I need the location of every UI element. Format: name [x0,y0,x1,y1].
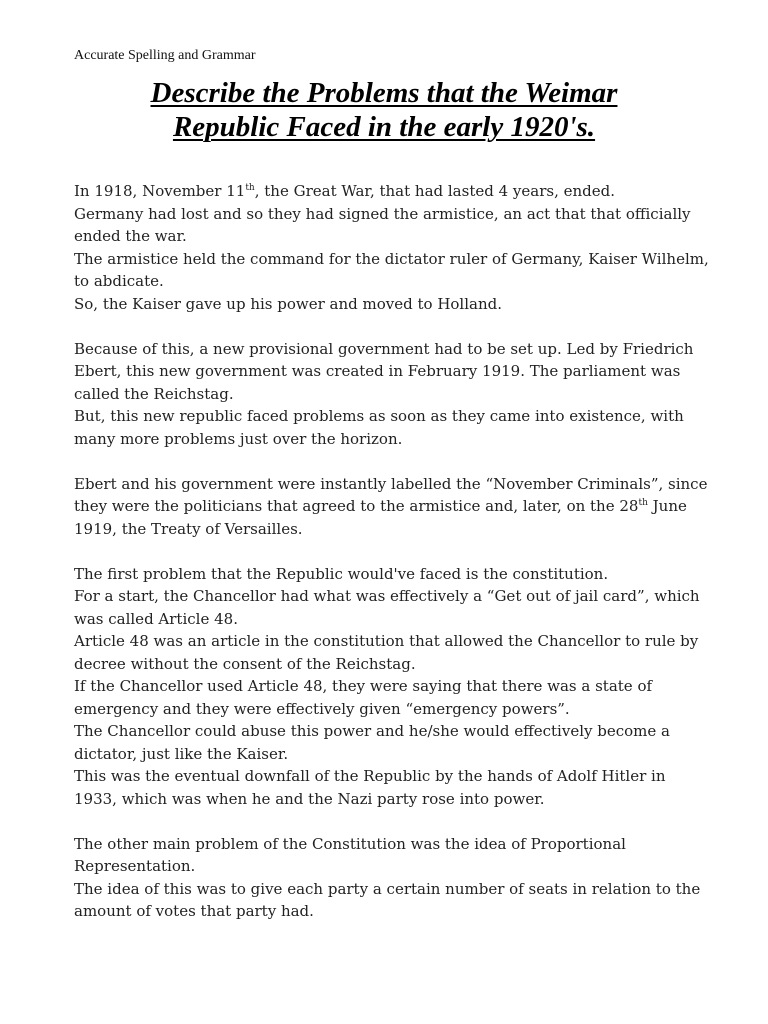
text-line: Representation. [74,857,196,875]
text-line: So, the Kaiser gave up his power and moved to Holland. [74,294,502,313]
text-line: amount of votes that party had. [74,902,314,920]
text-line: For a start, the Chancellor had what was effectively a “Get out of jail card”, which [74,587,700,605]
text-line: Germany had lost and so they had signed the armistice, an act that that officially [74,204,691,223]
text-segment: , the Great War, that had lasted 4 years, ended. [254,182,615,200]
text-line: emergency and they were effectively given “emergency powers”. [74,699,570,718]
ordinal-superscript: th [638,498,648,508]
text-line: to abdicate. [74,272,164,290]
text-line: Article 48 was an article in the constitution that allowed the Chancellor to rule by [74,632,699,650]
text-line: The idea of this was to give each party a certain number of seats in relation to the [74,879,701,898]
ordinal-superscript: th [245,183,255,193]
document-title [60,76,708,144]
paragraph [74,833,714,923]
text-line: was called Article 48. [74,609,238,628]
essay-body [74,180,714,945]
text-line: 1933, which was when he and the Nazi party rose into power. [74,789,545,808]
text-line: If the Chancellor used Article 48, they were saying that there was a state of [74,677,653,695]
text-line: many more problems just over the horizon. [74,429,403,448]
text-segment: June [647,497,687,515]
text-line: But, this new republic faced problems as soon as they came into existence, with [74,407,684,425]
text-line: Ebert, this new government was created in February 1919. The parliament was [74,362,681,380]
paragraph [74,563,714,811]
text-line: Ebert and his government were instantly labelled the “November Criminals”, since [74,474,708,493]
text-line: The armistice held the command for the dictator ruler of Germany, Kaiser Wilhelm, [74,249,709,268]
text-line: The other main problem of the Constitution was the idea of Proportional [74,834,626,853]
paragraph [74,473,714,541]
title-line-2: Republic Faced in the early 1920's. [172,111,596,143]
text-line: dictator, just like the Kaiser. [74,744,289,763]
header-note: Accurate Spelling and Grammar [74,48,256,63]
text-segment: In 1918, November 11 [74,182,246,200]
text-line: The Chancellor could abuse this power and he/she would effectively become a [74,722,670,740]
paragraph [74,180,714,315]
text-segment: they were the politicians that agreed to the armistice and, later, on the 28 [74,497,639,515]
text-line [74,180,714,203]
text-line: ended the war. [74,227,187,245]
paragraph [74,338,714,451]
text-line: This was the eventual downfall of the Republic by the hands of Adolf Hitler in [74,767,666,785]
title-line-1: Describe the Problems that the Weimar [150,77,618,109]
text-line: called the Reichstag. [74,384,234,403]
text-line: Because of this, a new provisional government had to be set up. Led by Friedrich [74,339,694,358]
text-line: 1919, the Treaty of Versailles. [74,519,303,538]
text-line [74,495,714,518]
text-line: decree without the consent of the Reichstag. [74,654,416,673]
text-line: The first problem that the Republic would've faced is the constitution. [74,564,609,583]
